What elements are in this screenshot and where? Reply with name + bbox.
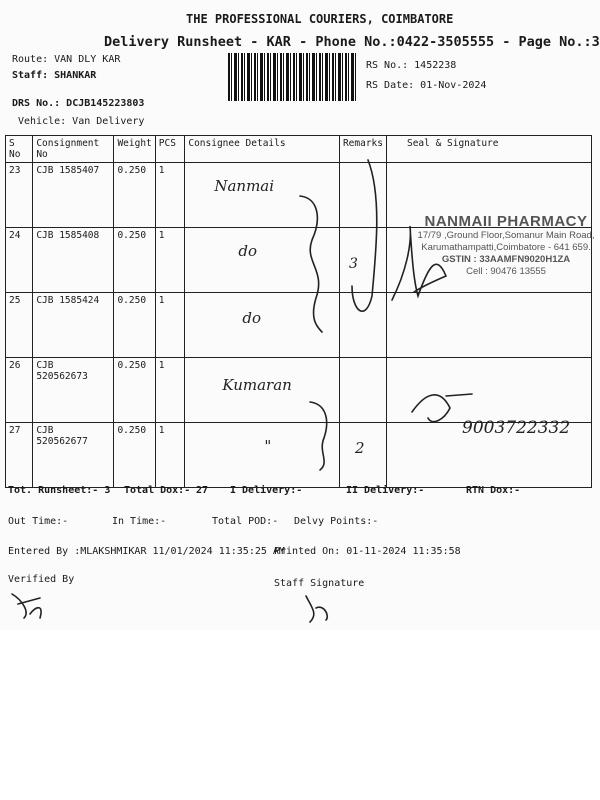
stamp-gstin: GSTIN : 33AAMFN9020H1ZA [441, 254, 571, 265]
cell-pcs: 1 [155, 163, 185, 228]
cell-sno: 24 [6, 228, 33, 293]
cell-consignee [185, 358, 340, 423]
entered-by: Entered By :MLAKSHMIKAR 11/01/2024 11:35:25 AM [8, 546, 285, 557]
stamp-address-line1: 17/79 ,Ground Floor,Somanur Main Road, [417, 230, 595, 241]
cell-consignment: CJB 520562673 [33, 358, 114, 423]
handwritten-consignee: Nanmai [214, 177, 275, 195]
out-time: Out Time:- [8, 516, 69, 527]
cell-weight: 0.250 [114, 358, 155, 423]
total-pod: Total POD:- [212, 516, 279, 527]
verified-by: Verified By [8, 574, 75, 585]
rs-number: RS No.: 1452238 [366, 60, 457, 71]
col-seal-signature: Seal & Signature [386, 136, 591, 163]
cell-signature [386, 358, 591, 423]
handwritten-consignee: " [264, 437, 272, 455]
stamp-address-line2: Karumathampatti,Coimbatore - 641 659. [421, 242, 591, 253]
cell-weight: 0.250 [114, 423, 155, 488]
staff-label: Staff: SHANKAR [12, 70, 97, 81]
cell-consignment: CJB 520562677 [33, 423, 114, 488]
handwritten-consignee: do [242, 309, 261, 327]
rs-date: RS Date: 01-Nov-2024 [366, 80, 487, 91]
col-remarks: Remarks [339, 136, 386, 163]
cell-sno: 27 [6, 423, 33, 488]
col-pcs: PCS [155, 136, 185, 163]
barcode [228, 53, 356, 101]
rtn-dox: RTN Dox:- [466, 485, 521, 496]
cell-sno: 25 [6, 293, 33, 358]
company-name: THE PROFESSIONAL COURIERS, COIMBATORE [186, 12, 454, 26]
cell-pcs: 1 [155, 293, 185, 358]
in-time: In Time:- [112, 516, 167, 527]
cell-consignee [185, 228, 340, 293]
cell-weight: 0.250 [114, 163, 155, 228]
tot-runsheet: Tot. Runsheet:- 3 [8, 485, 111, 496]
handwritten-consignee: Kumaran [222, 376, 292, 394]
drs-number: DRS No.: DCJB145223803 [12, 98, 145, 109]
cell-remarks [339, 423, 386, 488]
pharmacy-stamp [416, 213, 596, 278]
cell-pcs: 1 [155, 228, 185, 293]
cell-remarks [339, 293, 386, 358]
cell-consignment: CJB 1585407 [33, 163, 114, 228]
stamp-cell: Cell : 90476 13555 [466, 266, 546, 277]
vehicle-label: Vehicle: Van Delivery [18, 116, 145, 127]
ii-delivery: II Delivery:- [346, 485, 425, 496]
total-dox-label: Total Dox:- [124, 485, 191, 496]
table-header-row [6, 136, 592, 163]
delvy-points: Delvy Points:- [294, 516, 379, 527]
cell-remarks [339, 358, 386, 423]
handwritten-remark: 3 [348, 256, 358, 272]
table-row [6, 358, 592, 423]
cell-remarks [339, 163, 386, 228]
col-consignee: Consignee Details [185, 136, 340, 163]
stamp-name: NANMAII PHARMACY [424, 213, 588, 230]
cell-pcs: 1 [155, 423, 185, 488]
cell-remarks [339, 228, 386, 293]
cell-consignment: CJB 1585424 [33, 293, 114, 358]
printed-on: Printed On: 01-11-2024 11:35:58 [274, 546, 461, 557]
handwritten-phone: 9003722332 [462, 418, 571, 438]
col-sno: S No [6, 136, 33, 163]
cell-consignee [185, 293, 340, 358]
cell-signature [386, 293, 591, 358]
i-delivery: I Delivery:- [230, 485, 303, 496]
cell-consignee [185, 423, 340, 488]
cell-pcs: 1 [155, 358, 185, 423]
table-row [6, 293, 592, 358]
total-dox-value: 27 [196, 485, 209, 496]
col-weight: Weight [114, 136, 155, 163]
handwritten-consignee: do [238, 242, 257, 260]
cell-sno: 26 [6, 358, 33, 423]
cell-weight: 0.250 [114, 228, 155, 293]
cell-weight: 0.250 [114, 293, 155, 358]
runsheet-title: Delivery Runsheet - KAR - Phone No.:0422-3505555 - Page No.:3 [104, 34, 600, 50]
route-label: Route: VAN DLY KAR [12, 54, 121, 65]
staff-signature-label: Staff Signature [274, 578, 365, 589]
cell-consignee [185, 163, 340, 228]
cell-sno: 23 [6, 163, 33, 228]
cell-consignment: CJB 1585408 [33, 228, 114, 293]
handwritten-remark: 2 [354, 439, 365, 457]
col-consignment: Consignment No [33, 136, 114, 163]
